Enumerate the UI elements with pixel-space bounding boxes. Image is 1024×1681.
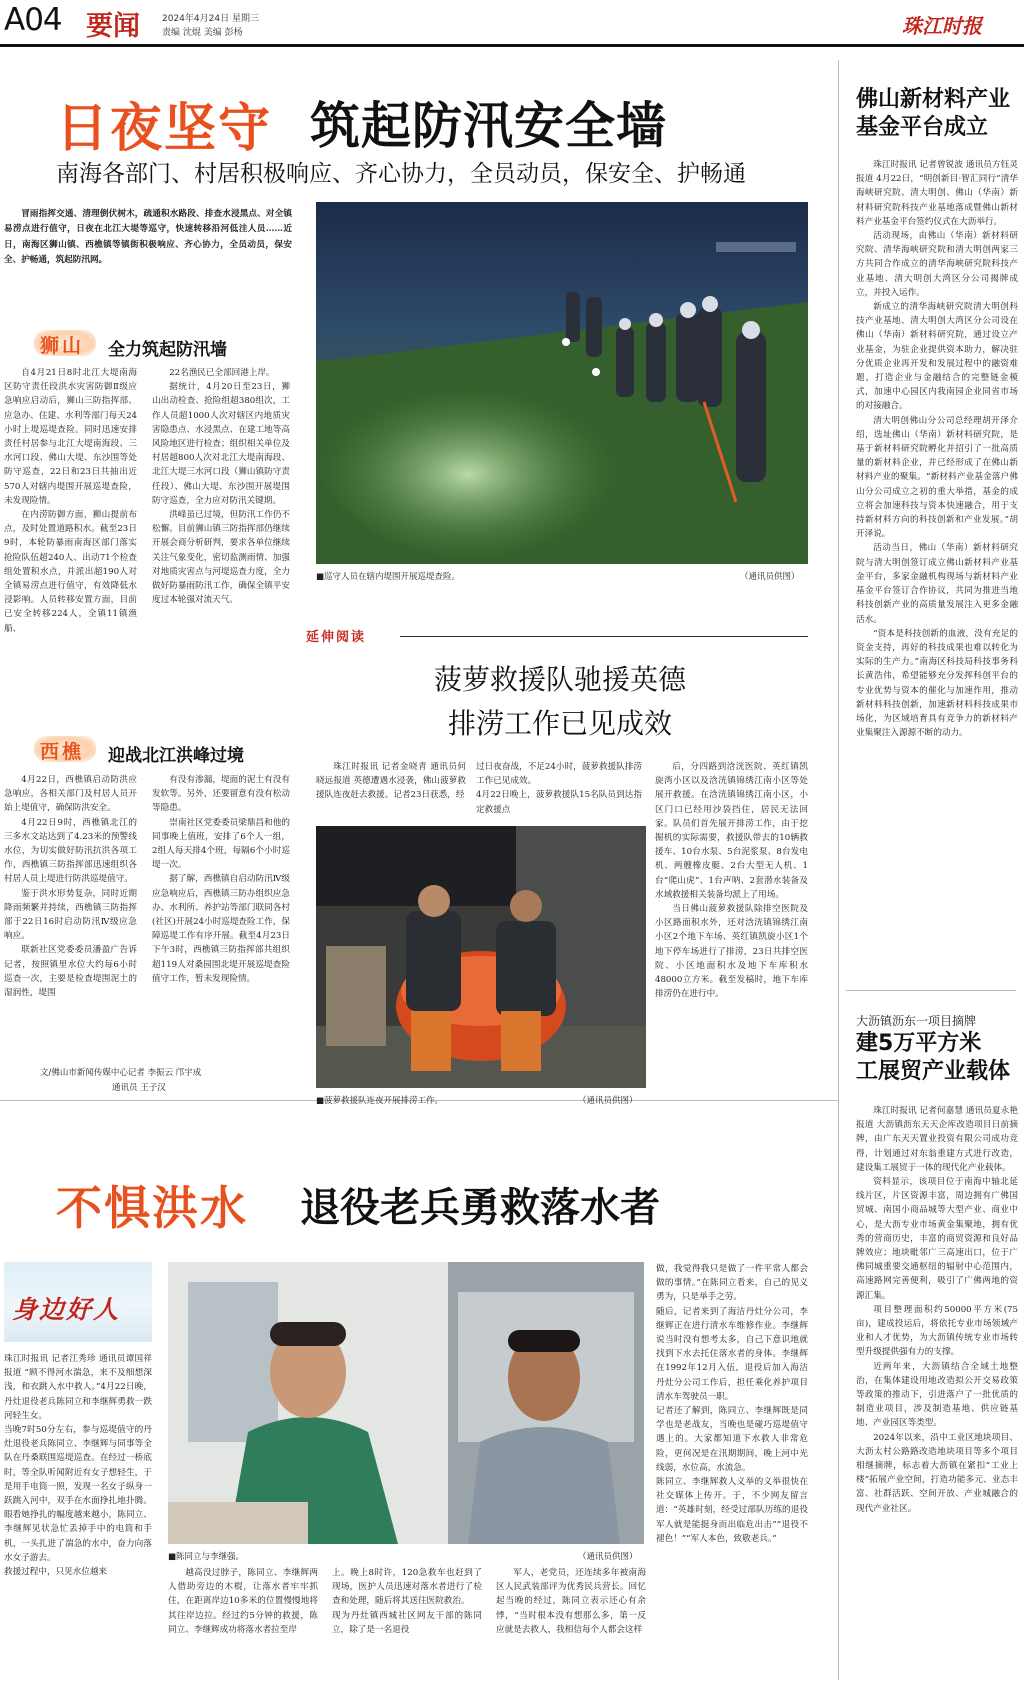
lead-intro: 冒雨指挥交通、清理倒伏树木，疏通积水路段、排查水浸黑点、对全镇易涝点进行值守，日夜在北江大堤等巡守，快速转移沿河低洼人员……近日，南海区狮山镇、西樵镇等镇街积极响应、齐心协力，全员动员，保安全、护畅通，筑起防汛网。 [4,209,292,266]
second-title-red: 不惧洪水 [56,1181,248,1235]
second-bottom-col1: 越高没过脖子，陈同立、李继辉两人借助旁边的木棍，让落水者牢牢抓住，在距离岸边10多米的位置慢慢地将其往岸边拉。经过约5分钟的救援，陈同立、李继辉成功将落水者拉至岸 [168,1568,318,1635]
section-name: 要闻 [86,11,140,42]
issue-date: 2024年4月24日 星期三 [162,14,259,24]
levee-patrol-photo [316,202,808,564]
right-story1-title-line1: 佛山新材料产业 [856,87,1011,112]
right-story2-kicker: 大沥镇沥东一项目摘牌 [856,1014,977,1028]
right-story2-title-line1: 建5万平方米 [856,1031,982,1056]
editors-line: 责编 沈焜 美编 彭杨 [162,28,243,38]
lead-subtitle: 南海各部门、村居积极响应、齐心协力，全员动员，保安全、护畅通 [56,161,746,187]
page-number: A04 [4,2,62,38]
place-tag-shishan: 狮山 [40,335,85,357]
right-story2-title-line2: 工展贸产业载体 [856,1059,1011,1084]
good-people-badge-text: 身边好人 [12,1295,121,1324]
photo1-credit: （通讯员供图） [740,572,800,582]
second-bottom-col3: 军人，老党员，还连续多年被南海区人民武装部评为优秀民兵营长。回忆起当晚的经过，陈同立表示还心有余悸，“当时根本没有想那么多，第一反应就是去救人，我相信每个人都会这样 [496,1568,646,1635]
shishan-col2: 22名渔民已全部回港上岸。 据统计，4月20日至23日，狮山出动检查、抢险组超380组次，工作人员超1000人次对辖区内地质灾害隐患点、水浸黑点、在建工地等高风险地区进行检查；组织相关单位及村居超800人次对北江大堤南海段、北江大堤三水河口段（狮山镇防守责任段）、佛山大堤、东沙围开展堤围防守巡查，全力应对防汛关键期。 洪峰虽已过境，但防汛工作仍不松懈。目前狮山镇三防指挥部仍继续开展会商分析研判，要求各单位继续关注气象变化，密切监测雨情、加强对地质灾害点与河堤巡查力度，全力做好防暴雨防汛工作，确保全镇平安度过本轮强对流天气。 [152,368,290,606]
right-story1-body: 珠江时报讯 记者曾锐波 通讯员方钰灵报道 4月22日，“明创新目·智汇同行”清华海峡研究院、清大明创、佛山（华南）新材料研究院科技产业基地落成暨佛山新材料产业基金平台签约仪式在大沥举行。 活动现场，由佛山（华南）新材料研究院、清华海峡研究院和清大明创两家三方共同合作成立的清华海峡研究院科技产业基地、清大明创大湾区分公司揭牌成立，并投入运作。 新成立的清华海峡研究院清大明创科技产业基地、清大明创大湾区分公司设在佛山（华南）新材料研究院，通过设立产业基金，为驻企业提供资本助力，解决驻分优质企业再开发和发展过程中的融资难题，打造企业与金融结合的完整链金模式，加速中心园区内我南园企业同省市场的对接融合。 清大明创佛山分公司总经理胡开泽介绍，选址佛山（华南）新材料研究院，是基于新材料研究院孵化并招引了一批高质量的新材料企业，并已经形成了在佛山新材料产业的聚集。“新材料产业基金落户佛山分公司成立之初的重大举措，基金的成立将会加速科技与资本快速融合，用于支持新材料方向的科技创新和产业发展。”胡开泽说。 活动当日，佛山（华南）新材料研究院与清大明创签订成立佛山新材料产业基金平台，多家金融机构现场与新材料产业基金平台签订合作协议，共同为推进当地科技创新产业的高质量发展注入更多金融活水。 “资本是科技创新的血液，没有充足的资金支持，再好的科技成果也难以转化为实际的生产力。”南海区科技局科技事务科长黄浩伟，希望能够充分发挥科创平台的专业优势与资本的催化与加速作用，推动新材料科技创新，加速新材料科技成果市场化，为区域培育具有竞争力的新材料产业集聚注入源源不断的动力。 [856,160,1018,739]
xiqiao-col2: 有没有渗漏，堤面的泥土有没有发软等。另外，还要留意有没有松动等隐患。 崇南社区党委委员梁鼎昌和他的同事晚上值班，安排了6个人一组，2组人每天排4个班，每隔6个小时巡堤一次。 据了解，西樵镇自启动防汛Ⅳ级应急响应后，西樵镇三防办组织应急办、水利所、养护站等部门联同各村(社区)开展24小时巡堤查险工作，保障巡堤工作有序开展。截至4月23日下午3时，西樵镇三防指挥部共组织超119人对桑园围北堤开展巡堤查险值守工作，暂未发现险情。 [152,775,290,984]
photo3-credit: （通讯员供图） [578,1552,638,1562]
pumping-photo [316,826,646,1088]
photo3-caption: ■陈同立与李继强。 [168,1552,245,1562]
lead-title-black: 筑起防汛安全墙 [310,97,667,155]
xiqiao-col1: 4月22日，西樵镇启动防洪应急响应，各相关部门及村居人员开始上堤值守，确保防洪安全。 4月22日9时，西樵镇北江的三多水文站达到了4.23米的预警线水位，为切实做好防汛抗洪各项工作，西樵镇三防指挥部迅速组织各村居人员上堤进行防洪巡堤值守。 鉴于洪水形势复杂，同时近期降雨频繁并持续，西樵镇三防指挥部于22日16时启动防汛Ⅳ级应急响应。 联新社区党委委员潘盈广告诉记者，按照镇里水位大约每6小时巡查一次，主要是检查堤围泥土的湿润性，堤围 [4,775,137,999]
subhead-shishan: 全力筑起防汛墙 [108,340,227,360]
extension-title-line2: 排涝工作已见成效 [447,707,672,740]
second-right-col: 做，我觉得我只是做了一件平常人都会做的事情。”在陈同立看来，自己的见义勇为，只是举手之劳。 随后，记者来到了海洁丹灶分公司，李继辉正在进行清水车维修作业。李继辉说当时没有想考太多，自己下意识地就找到下水去托住落水者的身体。李继辉在1992年12月入伍，退役后加入海洁丹灶分公司工作后，担任乘化养护项目清水车驾驶员一职。 记者还了解到，陈同立、李继辉既是同学也是老战友，当晚也是碰巧巡堤值守遇上的。大家都知道下水救人非常危险，更何况是在汛期期间，晚上河中光线弱，水位高，水流急。 陈同立、李继辉救人义举的义举很快在社交媒体上传开。于，不少网友留言道：“英雄时刻，经受过部队历练的退役军人就是能挺身而出临危出击”“退役不褪色！”“军人本色，致敬老兵。” [656,1264,808,1544]
right-column-divider-h [846,990,1016,991]
place-tag-xiqiao: 西樵 [40,741,85,763]
shishan-col1: 自4月21日8时北江大堤南海区防守责任段洪水灾害防御Ⅱ级应急响应启动后，狮山三防指挥部、应急办、住建、水利等部门每天24小时上堤巡堤查险。同时迅速安排责任村居参与北江大堤南海段、三水河口段、佛山大堤、东沙围等处防守巡查，22日和23日共抽出近570人对辖内堤围开展巡堤查险，未发现险情。 在内涝防御方面，狮山提前布点，及时处置道路积水。截至23日9时，本轮防暴雨南海区部门落实抢险队伍超240人、出动71个检查组处置积水点，并派出超190人对全镇易涝点进行值守，有效降低水浸影响。人员转移安置方面，目前已安全转移224人，全镇11镇渔船、 [4,368,137,634]
extended-reading-label: 延伸阅读 [306,630,367,645]
byline: 文/佛山市新闻传媒中心记者 李振云 邝宇成 [40,1068,202,1078]
photo2-caption: ■菠萝救援队连夜开展排涝工作。 [316,1096,444,1106]
lead-title-red: 日夜坚守 [56,99,273,159]
second-title-black: 退役老兵勇救落水者 [300,1185,660,1231]
subhead-xiqiao: 迎战北江洪峰过境 [108,746,244,766]
extension-text-col2: 过日夜奋战，不足24小时，菠萝救援队排涝工作已见成效。 4月22日晚上，菠萝救援队15名队员到达指定救援点 [476,762,642,815]
photo2-credit: （通讯员供图） [578,1096,638,1106]
masthead-logo: 珠江时报 [902,14,982,38]
veterans-photo [168,1262,644,1544]
extended-reading-rule [400,636,808,637]
extension-title-line1: 菠萝救援队驰援英德 [433,663,686,696]
header-rule [0,44,1024,47]
photo1-caption: ■巡守人员在辖内堤围开展巡堤查险。 [316,572,461,582]
second-bottom-col2: 上。晚上8时许，120急救车也赶到了现场，医护人员迅速对落水者进行了检查和处理，随后将其送往医院救治。 现为丹灶镇西城社区网友干部的陈同立，除了是一名退役 [332,1568,482,1635]
byline: 通讯员 王子汉 [112,1083,166,1093]
right-story1-title-line2: 基金平台成立 [856,115,989,140]
right-story2-body: 珠江时报讯 记者何嘉慧 通讯员夏永艳报道 大沥镇沥东天天企库改造项目日前摘牌，由广东天天置业投资有限公司成功竞得，计划通过对东翁重建方式进行改造，建设集工展贸于一体的现代化产业载体。 资料显示，该项目位于南海中轴北延线片区，片区资源丰富，周边拥有广佛国贸城、南国小商品城等大型产业、商业中心，是大沥专业市场黄金集聚地，拥有优秀的营商历史，丰富的商贸资源和良好品牌效应；地块毗邻广三高速出口，位于广佛同城重要交通枢纽的辐射中心范围内，高速路网完善便利，吸引了广佛两地的资源汇集。 项目整理面积约50000平方米(75亩)，建成投运后，将依托专业市场领域产业和人才优势，为大沥镇传统专业市场转型升级提供强有力的支撑。 近两年来，大沥镇结合全域土地整治，在集体建设用地改造拟公开交易政策等政策的推动下，引进落户了一批优质的制造业项目，涉及制造基地、供应链基地、产业园区等类型。 2024年以来，沿中工业区地块项目、大沥太村公路路改造地块项目等多个项目相继摘牌，标志着大沥镇在紧扣“工业上楼”拓展产业空间，打造功能多元、业态丰富、社群活跃、空间开放、产业城融合的现代产业社区。 [856,1106,1018,1514]
extension-text-col3: 后，分四路到浛洸医院、英红镇凯旋湾小区以及浛洸镇锦绣江南小区等处展开救援。在浛洸镇锦绣江南小区，小区门口已经用沙袋挡住，居民无法回家。队员们首先展开排涝工作，由于挖掘机的实际需要，救援队带去的10辆救援车、10台水泵、5台泥浆泵、8台发电机、两艘橡皮艇、2台大型无人机、1台“爬山虎”、1台声呐、2套潜水装备及水域救援相关装备均派上了用场。 当日佛山菠萝救援队除排空医院及小区路面积水外，还对浛洸镇锦绣江南小区2个地下车场、英红镇凯旋小区1个地下停车场进行了排涝，23日共排空医院、小区地面积水及地下车库积水48000立方米。截至发稿时，地下车库排涝仍在进行中。 [655,762,808,1000]
extension-text-col1: 珠江时报讯 记者金晓青 通讯员何晓远报道 英德遭遇水浸袭，佛山菠萝救援队连夜赶去救援。记者23日获悉，经 [316,762,466,801]
right-column-divider [838,60,839,1680]
second-left-col: 珠江时报讯 记者江秀珍 通讯员谭国祥报道 “顾不得河水湍急，来不及细想深浅，和衣跳入水中救人。”4月22日晚，丹灶退役老兵陈同立和李继辉勇救一跌河轻生女。 当晚7时50分左右，参与巡堤值守的丹灶退役老兵陈同立、李继辉与同事等全队在丹桑联围巡堤巡查。在经过一桥底时，等全队听闻附近有女子想轻生，于是用手电筒一照，发现一名女子纵身一跃跳入河中，双手在水面挣扎地扑腾。眼看她挣扎的幅度越来越小，陈同立、李继辉见状急忙丢掉手中的电筒和手机，一头扎进了湍急的水中，奋力向落水女子游去。 救援过程中，只见水位越来 [4,1354,152,1578]
